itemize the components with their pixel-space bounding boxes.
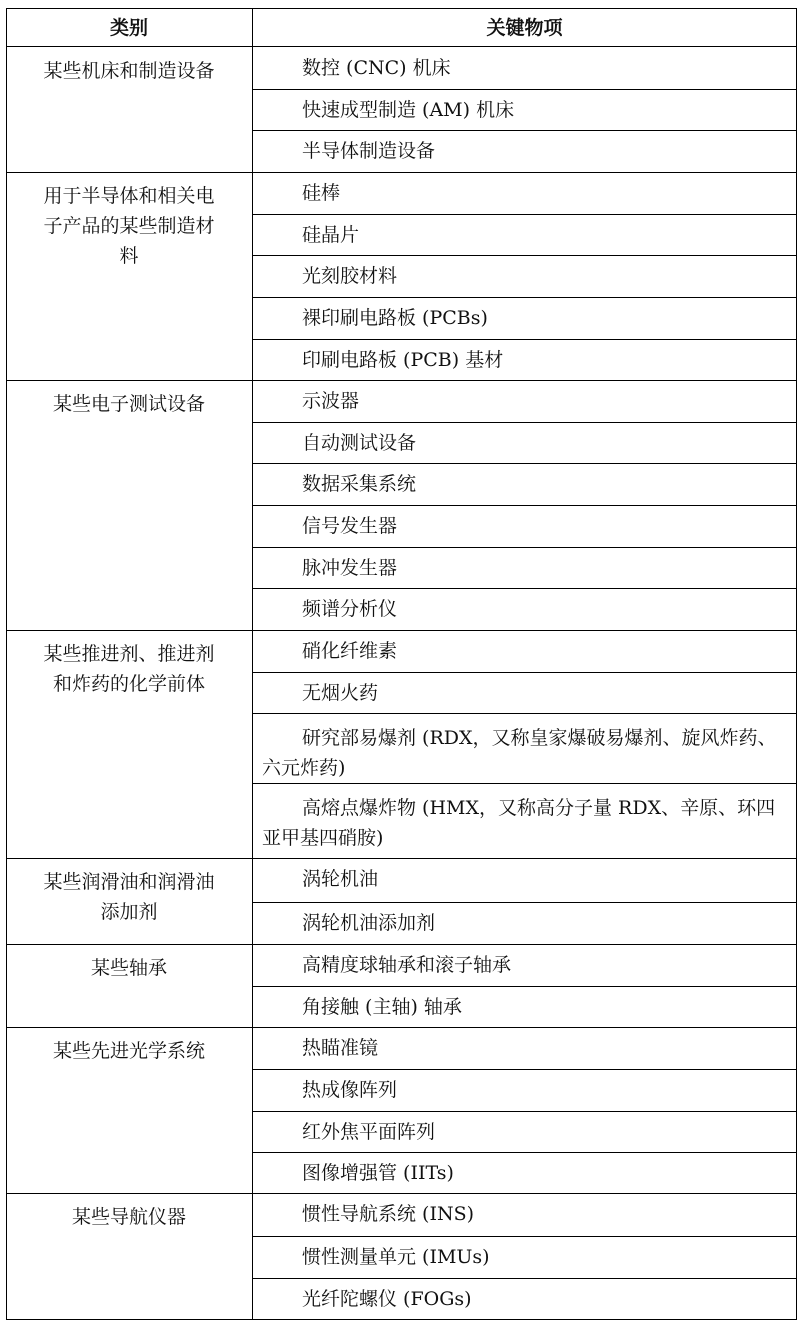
item-divider (253, 1111, 796, 1112)
key-item: 脉冲发生器 (302, 557, 398, 579)
item-divider (253, 1278, 796, 1279)
key-item: 频谱分析仪 (302, 598, 398, 620)
key-item: 惯性测量单元 (IMUs) (302, 1246, 490, 1268)
header-category: 类别 (109, 17, 148, 39)
category-label: 添加剂 (100, 901, 158, 923)
item-divider (253, 505, 796, 506)
item-divider (253, 672, 796, 673)
category-label: 某些润滑油和润滑油 (43, 871, 215, 893)
table-right-border (796, 8, 797, 1320)
key-item: 半导体制造设备 (302, 140, 436, 162)
key-item: 印刷电路板 (PCB) 基材 (302, 349, 504, 371)
group-border (6, 172, 797, 173)
key-item: 涡轮机油 (302, 868, 379, 890)
category-label: 某些电子测试设备 (52, 393, 205, 415)
category-label: 某些推进剂、推进剂 (43, 643, 215, 665)
header-bottom-border (6, 46, 797, 47)
item-divider (253, 547, 796, 548)
key-item: 光刻胶材料 (302, 265, 398, 287)
item-divider (253, 1236, 796, 1237)
table-bottom-border (6, 1319, 797, 1320)
key-item: 角接触 (主轴) 轴承 (302, 996, 462, 1018)
category-label: 和炸药的化学前体 (52, 673, 205, 695)
category-label: 某些先进光学系统 (52, 1040, 205, 1062)
key-item: 数据采集系统 (302, 473, 417, 495)
key-item: 无烟火药 (302, 682, 379, 704)
key-item: 快速成型制造 (AM) 机床 (302, 99, 515, 121)
group-border (6, 1193, 797, 1194)
group-border (6, 944, 797, 945)
key-item: 裸印刷电路板 (PCBs) (302, 307, 488, 329)
group-border (6, 858, 797, 859)
key-item: 光纤陀螺仪 (FOGs) (302, 1288, 472, 1310)
key-item: 红外焦平面阵列 (302, 1121, 436, 1143)
item-divider (253, 422, 796, 423)
item-divider (253, 130, 796, 131)
item-divider (253, 255, 796, 256)
key-item: 高熔点爆炸物 (HMX，又称高分子量 RDX、辛原、环四亚甲基四硝胺) (262, 797, 776, 849)
key-item: 惯性导航系统 (INS) (302, 1203, 475, 1225)
group-border (6, 630, 797, 631)
item-divider (253, 713, 796, 714)
key-item: 示波器 (302, 390, 360, 412)
key-item: 数控 (CNC) 机床 (302, 57, 451, 79)
item-divider (253, 1069, 796, 1070)
table-top-border (6, 8, 797, 9)
header-key-items: 关键物项 (486, 17, 563, 39)
item-divider (253, 986, 796, 987)
item-divider (253, 902, 796, 903)
item-divider (253, 89, 796, 90)
group-border (6, 380, 797, 381)
category-label: 料 (119, 245, 139, 267)
item-divider (253, 339, 796, 340)
key-item: 硅棒 (302, 182, 341, 204)
item-divider (253, 1152, 796, 1153)
category-label: 子产品的某些制造材 (43, 215, 215, 237)
key-item: 高精度球轴承和滚子轴承 (302, 954, 512, 976)
key-item: 热成像阵列 (302, 1079, 398, 1101)
category-label: 某些机床和制造设备 (43, 60, 215, 82)
group-border (6, 1027, 797, 1028)
item-divider (253, 297, 796, 298)
key-item: 信号发生器 (302, 515, 398, 537)
key-item: 硅晶片 (302, 224, 360, 246)
key-item: 涡轮机油添加剂 (302, 912, 436, 934)
key-item: 图像增强管 (IITs) (302, 1162, 454, 1184)
category-label: 某些轴承 (90, 957, 167, 979)
column-divider (252, 8, 253, 1320)
item-divider (253, 588, 796, 589)
key-item: 自动测试设备 (302, 432, 417, 454)
item-divider (253, 463, 796, 464)
item-divider (253, 214, 796, 215)
key-item: 研究部易爆剂 (RDX，又称皇家爆破易爆剂、旋风炸药、六元炸药) (262, 727, 777, 779)
item-divider (253, 783, 796, 784)
category-label: 用于半导体和相关电 (43, 185, 215, 207)
category-label: 某些导航仪器 (71, 1206, 186, 1228)
key-item: 热瞄准镜 (302, 1037, 379, 1059)
key-item: 硝化纤维素 (302, 640, 398, 662)
